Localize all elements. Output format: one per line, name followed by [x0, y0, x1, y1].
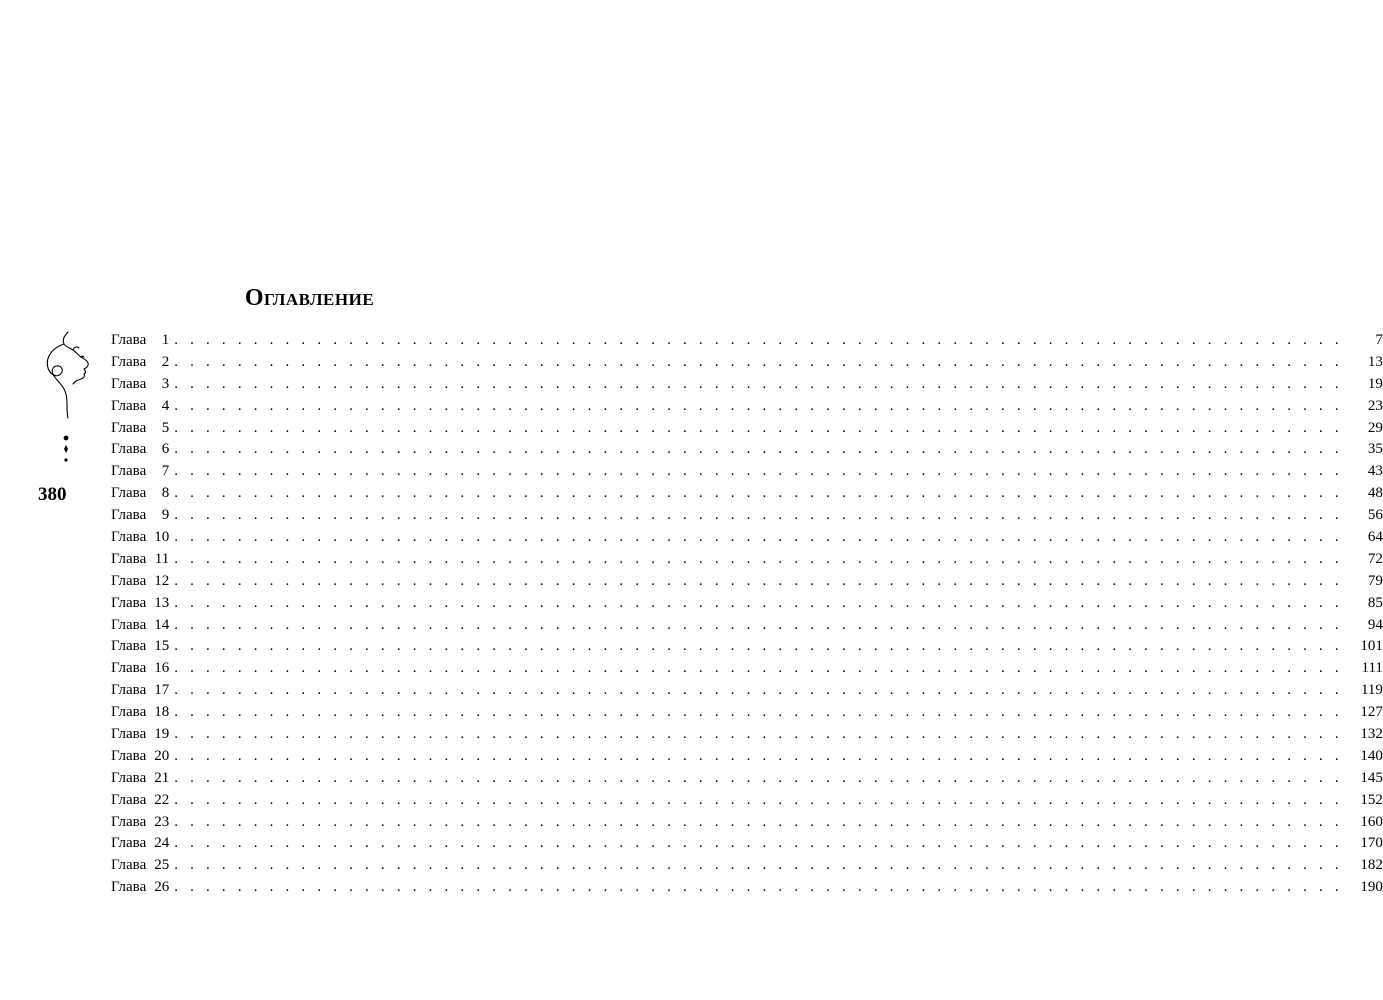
chapter-label: Глава [111, 419, 147, 436]
chapter-page-number: 145 [1360, 769, 1383, 786]
dot-leader: . . . . . . . . . . . . . . . . . . . . . . . . . . . . . . . . . . . . . . . . . . . . . . . . . . . . . . . . . . . . . . . . . . . . . . . . . . [174, 638, 1343, 655]
chapter-page-number: 94 [1367, 616, 1383, 633]
chapter-label: Глава [111, 747, 147, 764]
chapter-number: 1 [161, 332, 170, 348]
chapter-number: 12 [154, 572, 170, 589]
toc-entry [111, 812, 1383, 834]
dot-leader: . . . . . . . . . . . . . . . . . . . . . . . . . . . . . . . . . . . . . . . . . . . . . . . . . . . . . . . . . . . . . . . . . . . . . . . . . . [174, 572, 1343, 589]
chapter-label: Глава [111, 835, 147, 852]
chapter-page-number: 140 [1360, 747, 1383, 764]
chapter-label: Глава [111, 879, 147, 896]
dot-leader: . . . . . . . . . . . . . . . . . . . . . . . . . . . . . . . . . . . . . . . . . . . . . . . . . . . . . . . . . . . . . . . . . . . . . . . . . . [174, 791, 1343, 808]
chapter-number: 8 [161, 485, 170, 502]
chapter-label: Глава [111, 353, 147, 370]
chapter-number: 7 [161, 463, 170, 480]
toc-entry [111, 768, 1383, 790]
chapter-label: Глава [111, 857, 147, 874]
chapter-page-number: 56 [1367, 507, 1383, 524]
chapter-number: 23 [154, 813, 170, 830]
chapter-page-number: 19 [1367, 375, 1383, 392]
dot-leader: . . . . . . . . . . . . . . . . . . . . . . . . . . . . . . . . . . . . . . . . . . . . . . . . . . . . . . . . . . . . . . . . . . . . . . . . . . [174, 726, 1343, 743]
chapter-label: Глава [111, 572, 147, 589]
chapter-number: 19 [154, 726, 170, 743]
dot-leader: . . . . . . . . . . . . . . . . . . . . . . . . . . . . . . . . . . . . . . . . . . . . . . . . . . . . . . . . . . . . . . . . . . . . . . . . . . [174, 485, 1343, 502]
dot-leader: . . . . . . . . . . . . . . . . . . . . . . . . . . . . . . . . . . . . . . . . . . . . . . . . . . . . . . . . . . . . . . . . . . . . . . . . . . [174, 375, 1343, 392]
toc-entry [111, 746, 1383, 768]
chapter-number: 5 [161, 419, 170, 436]
dot-leader: . . . . . . . . . . . . . . . . . . . . . . . . . . . . . . . . . . . . . . . . . . . . . . . . . . . . . . . . . . . . . . . . . . . . . . . . . . [174, 682, 1343, 699]
toc-entry [111, 877, 1383, 899]
chapter-page-number: 160 [1360, 813, 1383, 830]
table-of-contents [111, 330, 1383, 899]
chapter-number: 13 [154, 594, 170, 611]
chapter-page-number: 64 [1367, 529, 1383, 546]
chapter-label: Глава [111, 375, 147, 392]
chapter-label: Глава [111, 441, 147, 458]
chapter-number: 20 [154, 747, 170, 764]
dot-leader: . . . . . . . . . . . . . . . . . . . . . . . . . . . . . . . . . . . . . . . . . . . . . . . . . . . . . . . . . . . . . . . . . . . . . . . . . . [174, 397, 1343, 414]
chapter-label: Глава [111, 769, 147, 786]
chapter-number: 22 [154, 791, 170, 808]
chapter-label: Глава [111, 704, 147, 721]
chapter-page-number: 127 [1360, 704, 1383, 721]
dot-leader: . . . . . . . . . . . . . . . . . . . . . . . . . . . . . . . . . . . . . . . . . . . . . . . . . . . . . . . . . . . . . . . . . . . . . . . . . . [174, 704, 1343, 721]
toc-entry [111, 724, 1383, 746]
toc-entry [111, 549, 1383, 571]
chapter-label: Глава [111, 485, 147, 502]
chapter-number: 3 [161, 375, 170, 392]
chapter-page-number: 170 [1360, 835, 1383, 852]
toc-entry [111, 790, 1383, 812]
toc-entry [111, 461, 1383, 483]
toc-entry [111, 615, 1383, 637]
toc-entry [111, 527, 1383, 549]
toc-entry [111, 680, 1383, 702]
toc-entry [111, 636, 1383, 658]
chapter-label: Глава [111, 682, 147, 699]
chapter-number: 24 [154, 835, 170, 852]
chapter-page-number: 132 [1360, 726, 1383, 743]
chapter-label: Глава [111, 507, 147, 524]
dot-leader: . . . . . . . . . . . . . . . . . . . . . . . . . . . . . . . . . . . . . . . . . . . . . . . . . . . . . . . . . . . . . . . . . . . . . . . . . . [174, 529, 1343, 546]
dot-leader: . . . . . . . . . . . . . . . . . . . . . . . . . . . . . . . . . . . . . . . . . . . . . . . . . . . . . . . . . . . . . . . . . . . . . . . . . . [174, 507, 1343, 524]
toc-entry [111, 855, 1383, 877]
toc-entry [111, 483, 1383, 505]
chapter-number: 2 [161, 353, 170, 370]
dot-leader: . . . . . . . . . . . . . . . . . . . . . . . . . . . . . . . . . . . . . . . . . . . . . . . . . . . . . . . . . . . . . . . . . . . . . . . . . . [174, 857, 1343, 874]
toc-entry [111, 593, 1383, 615]
chapter-number: 10 [154, 529, 170, 546]
dot-leader: . . . . . . . . . . . . . . . . . . . . . . . . . . . . . . . . . . . . . . . . . . . . . . . . . . . . . . . . . . . . . . . . . . . . . . . . . . [174, 332, 1343, 348]
chapter-number: 4 [161, 397, 170, 414]
dot-diamond-ornament-icon [59, 435, 73, 465]
chapter-number: 11 [154, 550, 170, 567]
chapter-label: Глава [111, 397, 147, 414]
toc-entry [111, 439, 1383, 461]
dot-leader: . . . . . . . . . . . . . . . . . . . . . . . . . . . . . . . . . . . . . . . . . . . . . . . . . . . . . . . . . . . . . . . . . . . . . . . . . . [174, 616, 1343, 633]
chapter-number: 26 [154, 879, 170, 896]
dot-leader: . . . . . . . . . . . . . . . . . . . . . . . . . . . . . . . . . . . . . . . . . . . . . . . . . . . . . . . . . . . . . . . . . . . . . . . . . . [174, 353, 1343, 370]
chapter-number: 6 [161, 441, 170, 458]
chapter-label: Глава [111, 813, 147, 830]
chapter-label: Глава [111, 660, 147, 677]
face-profile-line-art-icon [40, 330, 92, 420]
toc-entry [111, 702, 1383, 724]
chapter-label: Глава [111, 638, 147, 655]
page-number: 380 [38, 484, 67, 505]
toc-entry [111, 571, 1383, 593]
chapter-number: 15 [154, 638, 170, 655]
chapter-number: 21 [154, 769, 170, 786]
chapter-page-number: 190 [1360, 879, 1383, 896]
chapter-page-number: 72 [1367, 550, 1383, 567]
page-title: Оглавление [244, 285, 375, 311]
toc-entry [111, 374, 1383, 396]
toc-entry [111, 330, 1383, 352]
chapter-page-number: 48 [1367, 485, 1383, 502]
toc-entry [111, 505, 1383, 527]
chapter-number: 16 [154, 660, 170, 677]
chapter-label: Глава [111, 463, 147, 480]
dot-leader: . . . . . . . . . . . . . . . . . . . . . . . . . . . . . . . . . . . . . . . . . . . . . . . . . . . . . . . . . . . . . . . . . . . . . . . . . . [174, 463, 1343, 480]
chapter-page-number: 152 [1360, 791, 1383, 808]
chapter-page-number: 119 [1360, 682, 1383, 699]
dot-leader: . . . . . . . . . . . . . . . . . . . . . . . . . . . . . . . . . . . . . . . . . . . . . . . . . . . . . . . . . . . . . . . . . . . . . . . . . . [174, 835, 1343, 852]
toc-entry [111, 396, 1383, 418]
chapter-page-number: 85 [1367, 594, 1383, 611]
dot-leader: . . . . . . . . . . . . . . . . . . . . . . . . . . . . . . . . . . . . . . . . . . . . . . . . . . . . . . . . . . . . . . . . . . . . . . . . . . [174, 747, 1343, 764]
chapter-label: Глава [111, 529, 147, 546]
chapter-page-number: 23 [1367, 397, 1383, 414]
chapter-page-number: 43 [1367, 463, 1383, 480]
dot-leader: . . . . . . . . . . . . . . . . . . . . . . . . . . . . . . . . . . . . . . . . . . . . . . . . . . . . . . . . . . . . . . . . . . . . . . . . . . [174, 594, 1343, 611]
toc-entry [111, 658, 1383, 680]
chapter-number: 9 [161, 507, 170, 524]
chapter-page-number: 182 [1360, 857, 1383, 874]
toc-entry [111, 352, 1383, 374]
chapter-page-number: 79 [1367, 572, 1383, 589]
chapter-number: 14 [154, 616, 170, 633]
chapter-number: 25 [154, 857, 170, 874]
toc-entry [111, 833, 1383, 855]
chapter-page-number: 13 [1367, 353, 1383, 370]
chapter-label: Глава [111, 791, 147, 808]
dot-leader: . . . . . . . . . . . . . . . . . . . . . . . . . . . . . . . . . . . . . . . . . . . . . . . . . . . . . . . . . . . . . . . . . . . . . . . . . . [174, 550, 1343, 567]
dot-leader: . . . . . . . . . . . . . . . . . . . . . . . . . . . . . . . . . . . . . . . . . . . . . . . . . . . . . . . . . . . . . . . . . . . . . . . . . . [174, 660, 1343, 677]
chapter-number: 17 [154, 682, 170, 699]
chapter-label: Глава [111, 616, 147, 633]
chapter-page-number: 111 [1361, 660, 1383, 677]
dot-leader: . . . . . . . . . . . . . . . . . . . . . . . . . . . . . . . . . . . . . . . . . . . . . . . . . . . . . . . . . . . . . . . . . . . . . . . . . . [174, 813, 1343, 830]
chapter-label: Глава [111, 550, 147, 567]
chapter-page-number: 29 [1367, 419, 1383, 436]
chapter-label: Глава [111, 594, 147, 611]
dot-leader: . . . . . . . . . . . . . . . . . . . . . . . . . . . . . . . . . . . . . . . . . . . . . . . . . . . . . . . . . . . . . . . . . . . . . . . . . . [174, 769, 1343, 786]
dot-leader: . . . . . . . . . . . . . . . . . . . . . . . . . . . . . . . . . . . . . . . . . . . . . . . . . . . . . . . . . . . . . . . . . . . . . . . . . . [174, 419, 1343, 436]
dot-leader: . . . . . . . . . . . . . . . . . . . . . . . . . . . . . . . . . . . . . . . . . . . . . . . . . . . . . . . . . . . . . . . . . . . . . . . . . . [174, 441, 1343, 458]
chapter-page-number: 101 [1360, 638, 1383, 655]
dot-leader: . . . . . . . . . . . . . . . . . . . . . . . . . . . . . . . . . . . . . . . . . . . . . . . . . . . . . . . . . . . . . . . . . . . . . . . . . . [174, 879, 1343, 896]
toc-entry [111, 418, 1383, 440]
chapter-page-number: 35 [1367, 441, 1383, 458]
chapter-page-number: 7 [1375, 332, 1383, 348]
chapter-number: 18 [154, 704, 170, 721]
chapter-label: Глава [111, 726, 147, 743]
chapter-label: Глава [111, 332, 147, 348]
